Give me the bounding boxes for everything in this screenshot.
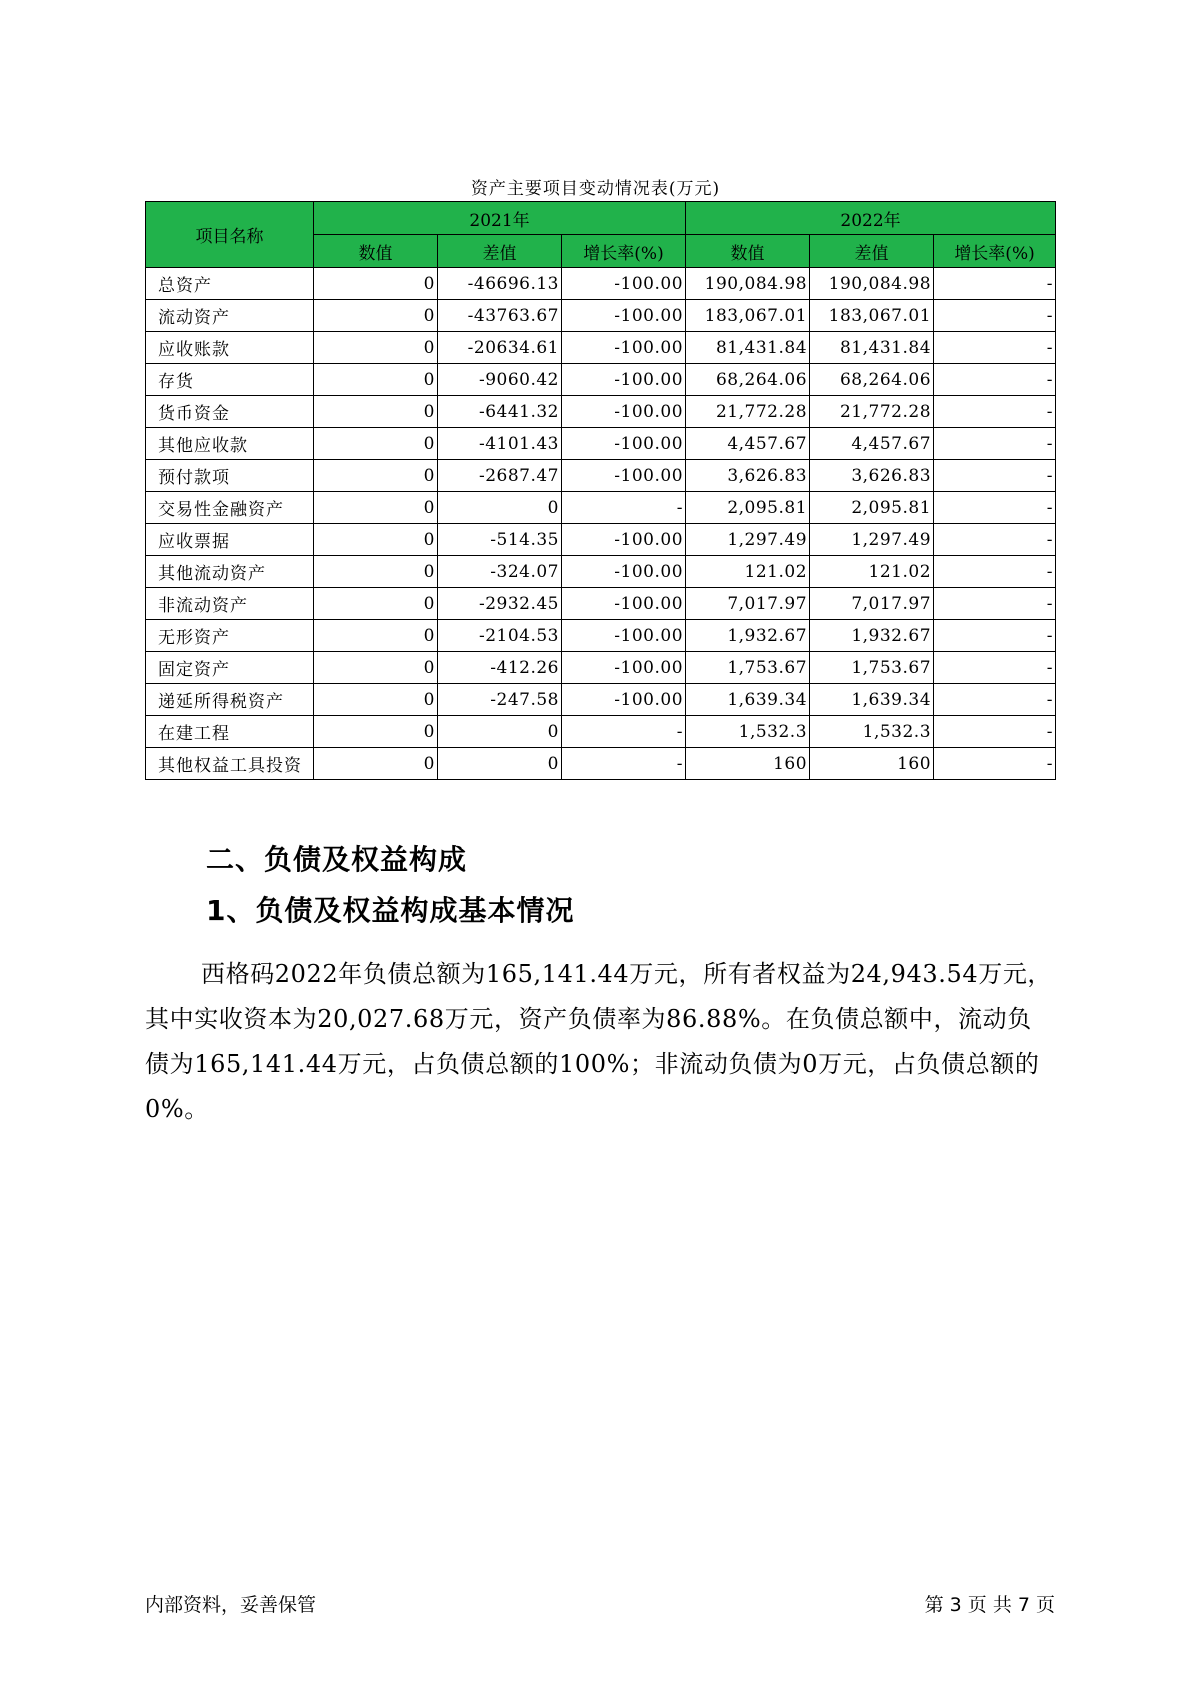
- item-name-cell: 应收账款: [146, 332, 314, 364]
- diff-2022-cell: 68,264.06: [810, 364, 934, 396]
- table-row: [146, 396, 1056, 428]
- diff-2021-cell: -9060.42: [438, 364, 562, 396]
- value-2022-cell: 1,639.34: [686, 684, 810, 716]
- item-name-cell: 其他权益工具投资: [146, 748, 314, 780]
- item-name-cell: 存货: [146, 364, 314, 396]
- diff-2021-cell: 0: [438, 716, 562, 748]
- value-2021-cell: 0: [314, 332, 438, 364]
- diff-2021-cell: 0: [438, 492, 562, 524]
- growth-2022-cell: -: [934, 492, 1056, 524]
- value-2021-cell: 0: [314, 524, 438, 556]
- growth-2021-cell: -100.00: [562, 524, 686, 556]
- diff-2021-cell: -324.07: [438, 556, 562, 588]
- section-heading: 二、负债及权益构成: [206, 843, 468, 876]
- growth-2021-cell: -: [562, 716, 686, 748]
- table-row: [146, 524, 1056, 556]
- growth-2022-cell: -: [934, 524, 1056, 556]
- growth-2021-cell: -100.00: [562, 460, 686, 492]
- value-2021-cell: 0: [314, 492, 438, 524]
- diff-2022-cell: 1,932.67: [810, 620, 934, 652]
- growth-2022-cell: -: [934, 588, 1056, 620]
- diff-2021-cell: -2687.47: [438, 460, 562, 492]
- table-row: [146, 332, 1056, 364]
- section-subheading: 1、负债及权益构成基本情况: [206, 894, 575, 927]
- table-row: [146, 300, 1056, 332]
- table-row: [146, 492, 1056, 524]
- value-2021-cell: 0: [314, 300, 438, 332]
- item-name-cell: 其他流动资产: [146, 556, 314, 588]
- value-2022-cell: 1,297.49: [686, 524, 810, 556]
- diff-2021-cell: -247.58: [438, 684, 562, 716]
- growth-2021-cell: -100.00: [562, 652, 686, 684]
- diff-2022-cell: 1,297.49: [810, 524, 934, 556]
- table-row: [146, 684, 1056, 716]
- value-2021-cell: 0: [314, 716, 438, 748]
- header-2022-diff: 差值: [810, 235, 934, 268]
- value-2022-cell: 121.02: [686, 556, 810, 588]
- value-2021-cell: 0: [314, 652, 438, 684]
- value-2021-cell: 0: [314, 588, 438, 620]
- header-item-name: 项目名称: [146, 202, 314, 268]
- diff-2021-cell: -412.26: [438, 652, 562, 684]
- header-2022-growth: 增长率(%): [934, 235, 1056, 268]
- table-row: [146, 716, 1056, 748]
- growth-2022-cell: -: [934, 620, 1056, 652]
- diff-2022-cell: 183,067.01: [810, 300, 934, 332]
- value-2022-cell: 160: [686, 748, 810, 780]
- table-row: [146, 460, 1056, 492]
- header-year-2022: 2022年: [686, 202, 1056, 235]
- growth-2021-cell: -100.00: [562, 588, 686, 620]
- growth-2021-cell: -: [562, 492, 686, 524]
- value-2022-cell: 183,067.01: [686, 300, 810, 332]
- growth-2021-cell: -100.00: [562, 556, 686, 588]
- header-2022-value: 数值: [686, 235, 810, 268]
- table-row: [146, 268, 1056, 300]
- growth-2022-cell: -: [934, 652, 1056, 684]
- growth-2022-cell: -: [934, 268, 1056, 300]
- diff-2021-cell: -6441.32: [438, 396, 562, 428]
- diff-2021-cell: -4101.43: [438, 428, 562, 460]
- value-2021-cell: 0: [314, 556, 438, 588]
- table-body: [146, 268, 1056, 780]
- diff-2021-cell: -2104.53: [438, 620, 562, 652]
- item-name-cell: 总资产: [146, 268, 314, 300]
- item-name-cell: 无形资产: [146, 620, 314, 652]
- growth-2022-cell: -: [934, 556, 1056, 588]
- header-2021-diff: 差值: [438, 235, 562, 268]
- value-2021-cell: 0: [314, 428, 438, 460]
- value-2021-cell: 0: [314, 396, 438, 428]
- table-caption: 资产主要项目变动情况表(万元): [470, 179, 721, 199]
- footer-page-number: 第 3 页 共 7 页: [924, 1594, 1055, 1616]
- item-name-cell: 预付款项: [146, 460, 314, 492]
- item-name-cell: 固定资产: [146, 652, 314, 684]
- growth-2021-cell: -: [562, 748, 686, 780]
- value-2021-cell: 0: [314, 748, 438, 780]
- growth-2021-cell: -100.00: [562, 364, 686, 396]
- growth-2022-cell: -: [934, 396, 1056, 428]
- growth-2021-cell: -100.00: [562, 620, 686, 652]
- growth-2022-cell: -: [934, 300, 1056, 332]
- item-name-cell: 流动资产: [146, 300, 314, 332]
- value-2022-cell: 21,772.28: [686, 396, 810, 428]
- diff-2021-cell: -46696.13: [438, 268, 562, 300]
- value-2022-cell: 68,264.06: [686, 364, 810, 396]
- table-row: [146, 556, 1056, 588]
- item-name-cell: 货币资金: [146, 396, 314, 428]
- value-2022-cell: 1,532.3: [686, 716, 810, 748]
- diff-2021-cell: -43763.67: [438, 300, 562, 332]
- footer-confidential-note: 内部资料，妥善保管: [145, 1594, 317, 1616]
- growth-2021-cell: -100.00: [562, 428, 686, 460]
- value-2022-cell: 81,431.84: [686, 332, 810, 364]
- item-name-cell: 非流动资产: [146, 588, 314, 620]
- value-2021-cell: 0: [314, 268, 438, 300]
- growth-2021-cell: -100.00: [562, 300, 686, 332]
- table-row: [146, 748, 1056, 780]
- item-name-cell: 递延所得税资产: [146, 684, 314, 716]
- item-name-cell: 其他应收款: [146, 428, 314, 460]
- value-2021-cell: 0: [314, 460, 438, 492]
- asset-changes-table: [145, 201, 1056, 780]
- value-2021-cell: 0: [314, 620, 438, 652]
- diff-2022-cell: 1,753.67: [810, 652, 934, 684]
- value-2021-cell: 0: [314, 684, 438, 716]
- diff-2022-cell: 1,532.3: [810, 716, 934, 748]
- value-2022-cell: 190,084.98: [686, 268, 810, 300]
- diff-2022-cell: 2,095.81: [810, 492, 934, 524]
- diff-2022-cell: 21,772.28: [810, 396, 934, 428]
- growth-2021-cell: -100.00: [562, 396, 686, 428]
- value-2022-cell: 2,095.81: [686, 492, 810, 524]
- table-row: [146, 652, 1056, 684]
- table-row: [146, 588, 1056, 620]
- diff-2022-cell: 190,084.98: [810, 268, 934, 300]
- diff-2022-cell: 81,431.84: [810, 332, 934, 364]
- growth-2021-cell: -100.00: [562, 684, 686, 716]
- value-2022-cell: 1,753.67: [686, 652, 810, 684]
- diff-2022-cell: 7,017.97: [810, 588, 934, 620]
- growth-2022-cell: -: [934, 716, 1056, 748]
- growth-2022-cell: -: [934, 428, 1056, 460]
- table-row: [146, 364, 1056, 396]
- diff-2021-cell: -2932.45: [438, 588, 562, 620]
- growth-2022-cell: -: [934, 460, 1056, 492]
- diff-2022-cell: 1,639.34: [810, 684, 934, 716]
- item-name-cell: 应收票据: [146, 524, 314, 556]
- value-2022-cell: 3,626.83: [686, 460, 810, 492]
- table-row: [146, 620, 1056, 652]
- diff-2021-cell: -514.35: [438, 524, 562, 556]
- header-2021-growth: 增长率(%): [562, 235, 686, 268]
- item-name-cell: 在建工程: [146, 716, 314, 748]
- value-2022-cell: 4,457.67: [686, 428, 810, 460]
- growth-2022-cell: -: [934, 684, 1056, 716]
- value-2022-cell: 1,932.67: [686, 620, 810, 652]
- diff-2022-cell: 3,626.83: [810, 460, 934, 492]
- header-2021-value: 数值: [314, 235, 438, 268]
- value-2021-cell: 0: [314, 364, 438, 396]
- body-paragraph: 西格码2022年负债总额为165,141.44万元，所有者权益为24,943.54万元，其中实收资本为20,027.68万元，资产负债率为86.88%。在负债总额中，流动负债为165,141.44万元，占负债总额的100%；非流动负债为0万元，占负债总额的0%。: [145, 960, 1053, 1123]
- growth-2021-cell: -100.00: [562, 268, 686, 300]
- diff-2022-cell: 4,457.67: [810, 428, 934, 460]
- growth-2022-cell: -: [934, 332, 1056, 364]
- growth-2021-cell: -100.00: [562, 332, 686, 364]
- diff-2021-cell: -20634.61: [438, 332, 562, 364]
- diff-2022-cell: 121.02: [810, 556, 934, 588]
- growth-2022-cell: -: [934, 748, 1056, 780]
- value-2022-cell: 7,017.97: [686, 588, 810, 620]
- diff-2021-cell: 0: [438, 748, 562, 780]
- table-row: [146, 428, 1056, 460]
- growth-2022-cell: -: [934, 364, 1056, 396]
- diff-2022-cell: 160: [810, 748, 934, 780]
- header-year-2021: 2021年: [314, 202, 686, 235]
- item-name-cell: 交易性金融资产: [146, 492, 314, 524]
